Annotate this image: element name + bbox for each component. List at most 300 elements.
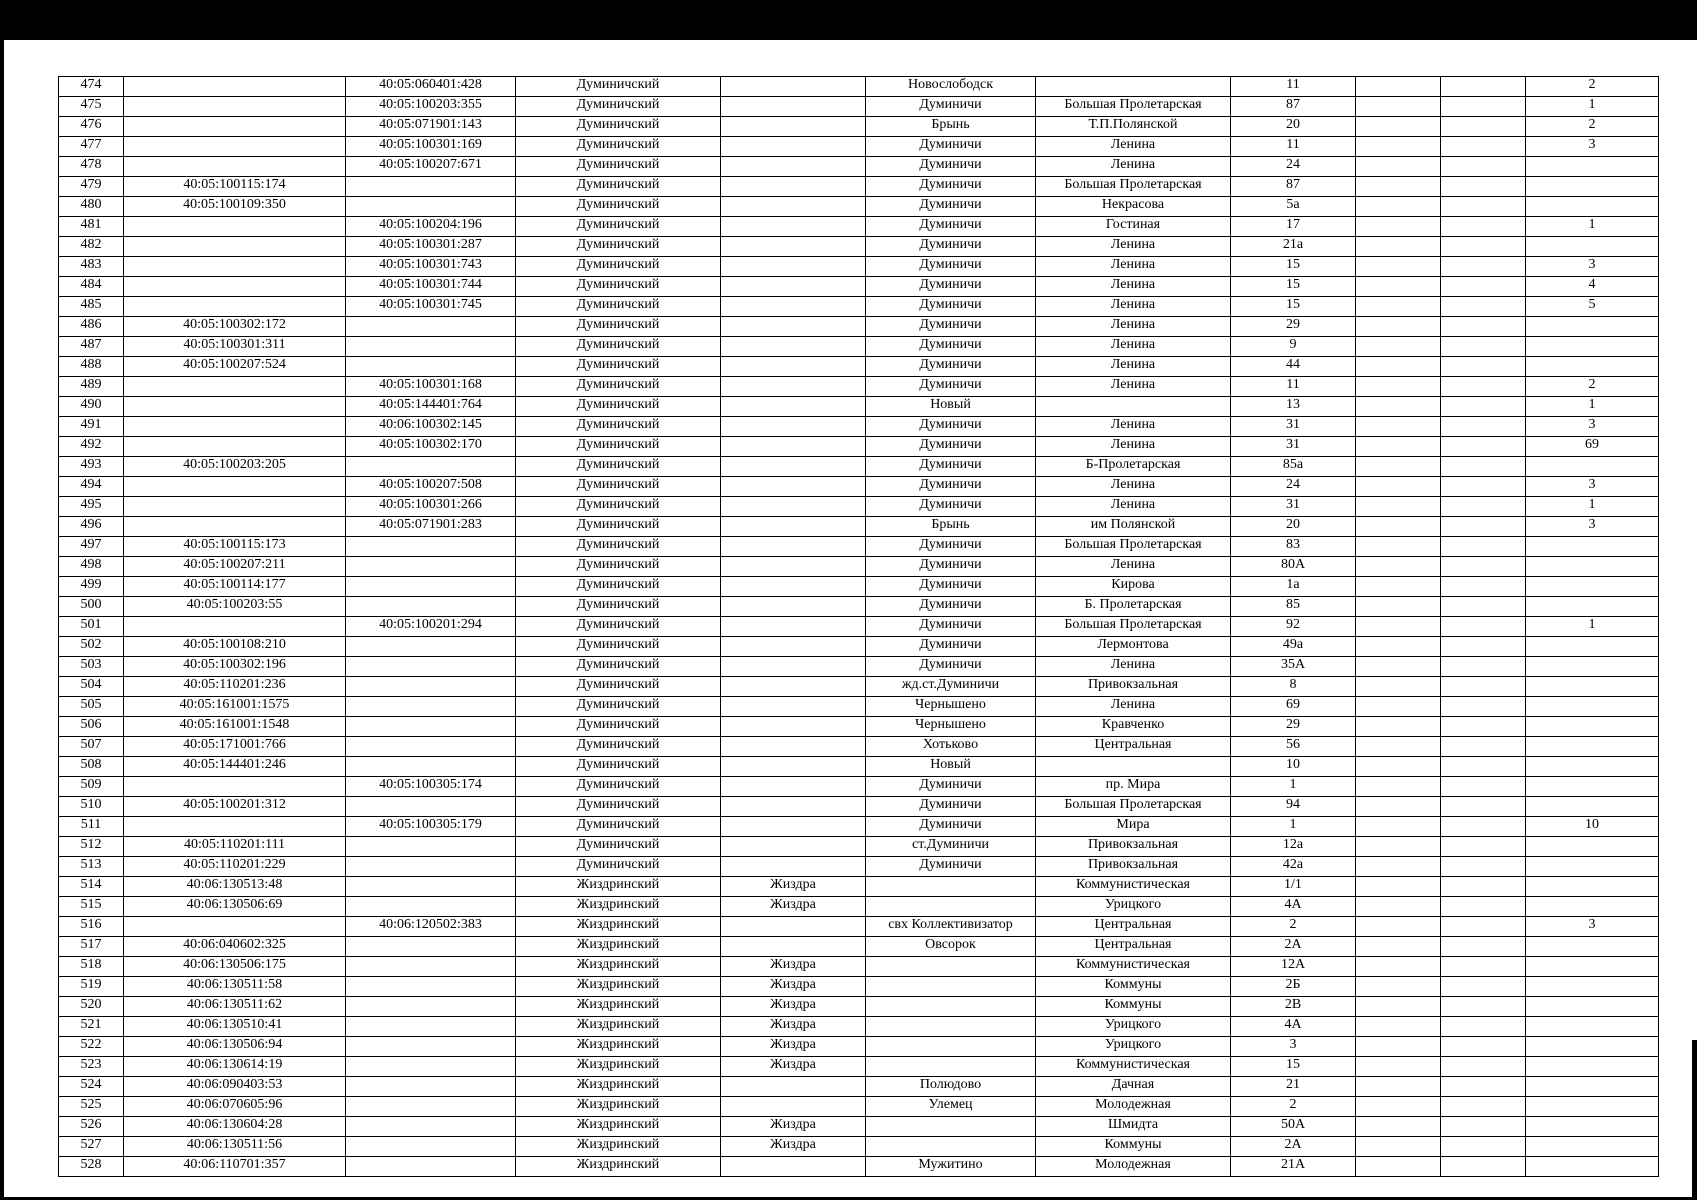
- street-cell: [1036, 757, 1231, 777]
- empty-cell: [1356, 197, 1441, 217]
- apartment-number-cell: 69: [1526, 437, 1659, 457]
- house-number-cell: 11: [1231, 77, 1356, 97]
- settlement-cell: Думиничи: [866, 497, 1036, 517]
- cadastral-number-alt-cell: [346, 1037, 516, 1057]
- settlement-cell: Думиничи: [866, 857, 1036, 877]
- empty-cell: [1356, 957, 1441, 977]
- empty-cell: [1441, 957, 1526, 977]
- row-number-cell: 478: [59, 157, 124, 177]
- empty-cell: [1441, 677, 1526, 697]
- row-number-cell: 483: [59, 257, 124, 277]
- apartment-number-cell: 3: [1526, 417, 1659, 437]
- apartment-number-cell: [1526, 857, 1659, 877]
- street-cell: Т.П.Полянской: [1036, 117, 1231, 137]
- row-number-cell: 518: [59, 957, 124, 977]
- empty-cell: [1356, 577, 1441, 597]
- cadastral-number-cell: 40:05:100108:210: [124, 637, 346, 657]
- district-cell: Думиничский: [516, 237, 721, 257]
- district-cell: Думиничский: [516, 577, 721, 597]
- table-row: [59, 657, 1659, 677]
- empty-cell: [1356, 1137, 1441, 1157]
- row-number-cell: 475: [59, 97, 124, 117]
- street-cell: Большая Пролетарская: [1036, 537, 1231, 557]
- town-cell: [721, 357, 866, 377]
- district-cell: Думиничский: [516, 817, 721, 837]
- settlement-cell: Думиничи: [866, 337, 1036, 357]
- row-number-cell: 494: [59, 477, 124, 497]
- settlement-cell: [866, 897, 1036, 917]
- table-row: [59, 1117, 1659, 1137]
- apartment-number-cell: 3: [1526, 137, 1659, 157]
- district-cell: Думиничский: [516, 297, 721, 317]
- cadastral-number-alt-cell: [346, 1017, 516, 1037]
- empty-cell: [1441, 577, 1526, 597]
- empty-cell: [1441, 517, 1526, 537]
- house-number-cell: 83: [1231, 537, 1356, 557]
- empty-cell: [1356, 377, 1441, 397]
- table-row: [59, 1077, 1659, 1097]
- street-cell: Гостиная: [1036, 217, 1231, 237]
- empty-cell: [1356, 317, 1441, 337]
- row-number-cell: 510: [59, 797, 124, 817]
- row-number-cell: 514: [59, 877, 124, 897]
- table-row: [59, 537, 1659, 557]
- district-cell: Жиздринский: [516, 1037, 721, 1057]
- table-row: [59, 877, 1659, 897]
- house-number-cell: 31: [1231, 437, 1356, 457]
- row-number-cell: 506: [59, 717, 124, 737]
- cadastral-number-cell: [124, 477, 346, 497]
- apartment-number-cell: [1526, 657, 1659, 677]
- district-cell: Жиздринский: [516, 1097, 721, 1117]
- empty-cell: [1356, 997, 1441, 1017]
- empty-cell: [1356, 1077, 1441, 1097]
- street-cell: Большая Пролетарская: [1036, 797, 1231, 817]
- empty-cell: [1441, 897, 1526, 917]
- cadastral-number-alt-cell: [346, 957, 516, 977]
- apartment-number-cell: 1: [1526, 397, 1659, 417]
- empty-cell: [1441, 397, 1526, 417]
- cadastral-number-cell: [124, 917, 346, 937]
- empty-cell: [1356, 237, 1441, 257]
- settlement-cell: Полюдово: [866, 1077, 1036, 1097]
- table-row: [59, 897, 1659, 917]
- settlement-cell: Думиничи: [866, 817, 1036, 837]
- district-cell: Жиздринский: [516, 957, 721, 977]
- row-number-cell: 491: [59, 417, 124, 437]
- apartment-number-cell: [1526, 237, 1659, 257]
- settlement-cell: Думиничи: [866, 657, 1036, 677]
- house-number-cell: 31: [1231, 417, 1356, 437]
- district-cell: Думиничский: [516, 597, 721, 617]
- empty-cell: [1356, 137, 1441, 157]
- cadastral-number-cell: [124, 157, 346, 177]
- row-number-cell: 519: [59, 977, 124, 997]
- apartment-number-cell: 10: [1526, 817, 1659, 837]
- row-number-cell: 527: [59, 1137, 124, 1157]
- row-number-cell: 504: [59, 677, 124, 697]
- district-cell: Жиздринский: [516, 897, 721, 917]
- empty-cell: [1441, 857, 1526, 877]
- house-number-cell: 24: [1231, 477, 1356, 497]
- row-number-cell: 528: [59, 1157, 124, 1177]
- table-row: [59, 717, 1659, 737]
- town-cell: [721, 157, 866, 177]
- district-cell: Думиничский: [516, 197, 721, 217]
- row-number-cell: 495: [59, 497, 124, 517]
- cadastral-number-alt-cell: 40:05:100301:743: [346, 257, 516, 277]
- town-cell: [721, 517, 866, 537]
- empty-cell: [1441, 1137, 1526, 1157]
- cadastral-number-cell: 40:06:090403:53: [124, 1077, 346, 1097]
- empty-cell: [1356, 1057, 1441, 1077]
- street-cell: Центральная: [1036, 937, 1231, 957]
- town-cell: [721, 397, 866, 417]
- settlement-cell: Думиничи: [866, 317, 1036, 337]
- table-row: [59, 137, 1659, 157]
- apartment-number-cell: 2: [1526, 77, 1659, 97]
- empty-cell: [1356, 117, 1441, 137]
- town-cell: Жиздра: [721, 957, 866, 977]
- cadastral-number-cell: 40:06:130506:175: [124, 957, 346, 977]
- district-cell: Жиздринский: [516, 997, 721, 1017]
- house-number-cell: 2В: [1231, 997, 1356, 1017]
- settlement-cell: Думиничи: [866, 177, 1036, 197]
- house-number-cell: 10: [1231, 757, 1356, 777]
- town-cell: [721, 137, 866, 157]
- table-row: [59, 697, 1659, 717]
- empty-cell: [1441, 797, 1526, 817]
- cadastral-number-alt-cell: 40:05:100301:168: [346, 377, 516, 397]
- street-cell: Большая Пролетарская: [1036, 617, 1231, 637]
- apartment-number-cell: [1526, 337, 1659, 357]
- settlement-cell: Думиничи: [866, 777, 1036, 797]
- settlement-cell: Думиничи: [866, 637, 1036, 657]
- cadastral-number-cell: 40:05:100115:174: [124, 177, 346, 197]
- empty-cell: [1356, 617, 1441, 637]
- district-cell: Жиздринский: [516, 1077, 721, 1097]
- cadastral-number-alt-cell: [346, 877, 516, 897]
- row-number-cell: 503: [59, 657, 124, 677]
- empty-cell: [1441, 1017, 1526, 1037]
- house-number-cell: 29: [1231, 717, 1356, 737]
- table-row: [59, 777, 1659, 797]
- house-number-cell: 21А: [1231, 1157, 1356, 1177]
- town-cell: [721, 97, 866, 117]
- town-cell: [721, 717, 866, 737]
- street-cell: Ленина: [1036, 137, 1231, 157]
- cadastral-number-cell: 40:05:161001:1575: [124, 697, 346, 717]
- empty-cell: [1441, 477, 1526, 497]
- settlement-cell: Думиничи: [866, 137, 1036, 157]
- town-cell: [721, 317, 866, 337]
- house-number-cell: 17: [1231, 217, 1356, 237]
- table-row: [59, 937, 1659, 957]
- empty-cell: [1356, 277, 1441, 297]
- empty-cell: [1356, 877, 1441, 897]
- street-cell: Коммунистическая: [1036, 957, 1231, 977]
- apartment-number-cell: [1526, 357, 1659, 377]
- town-cell: [721, 857, 866, 877]
- settlement-cell: Думиничи: [866, 617, 1036, 637]
- cadastral-number-alt-cell: [346, 637, 516, 657]
- cadastral-number-alt-cell: [346, 837, 516, 857]
- street-cell: Ленина: [1036, 337, 1231, 357]
- town-cell: [721, 1097, 866, 1117]
- settlement-cell: Улемец: [866, 1097, 1036, 1117]
- street-cell: Урицкого: [1036, 897, 1231, 917]
- apartment-number-cell: [1526, 977, 1659, 997]
- settlement-cell: [866, 1117, 1036, 1137]
- settlement-cell: Думиничи: [866, 557, 1036, 577]
- street-cell: Молодежная: [1036, 1157, 1231, 1177]
- town-cell: [721, 197, 866, 217]
- apartment-number-cell: 2: [1526, 377, 1659, 397]
- district-cell: Думиничский: [516, 317, 721, 337]
- town-cell: [721, 817, 866, 837]
- empty-cell: [1441, 757, 1526, 777]
- cadastral-number-cell: [124, 217, 346, 237]
- street-cell: пр. Мира: [1036, 777, 1231, 797]
- empty-cell: [1441, 917, 1526, 937]
- empty-cell: [1356, 457, 1441, 477]
- apartment-number-cell: [1526, 697, 1659, 717]
- district-cell: Думиничский: [516, 717, 721, 737]
- empty-cell: [1441, 97, 1526, 117]
- cadastral-number-alt-cell: [346, 1057, 516, 1077]
- street-cell: Ленина: [1036, 657, 1231, 677]
- scan-right-mark: [1692, 1040, 1697, 1200]
- cadastral-number-alt-cell: [346, 457, 516, 477]
- street-cell: Урицкого: [1036, 1017, 1231, 1037]
- house-number-cell: 15: [1231, 257, 1356, 277]
- town-cell: [721, 757, 866, 777]
- house-number-cell: 2: [1231, 917, 1356, 937]
- empty-cell: [1441, 697, 1526, 717]
- settlement-cell: Думиничи: [866, 277, 1036, 297]
- table-row: [59, 837, 1659, 857]
- empty-cell: [1356, 257, 1441, 277]
- empty-cell: [1356, 297, 1441, 317]
- district-cell: Думиничский: [516, 697, 721, 717]
- cadastral-number-alt-cell: [346, 997, 516, 1017]
- settlement-cell: [866, 1017, 1036, 1037]
- empty-cell: [1441, 437, 1526, 457]
- table-row: [59, 357, 1659, 377]
- cadastral-number-cell: 40:05:100203:55: [124, 597, 346, 617]
- row-number-cell: 522: [59, 1037, 124, 1057]
- apartment-number-cell: [1526, 1157, 1659, 1177]
- house-number-cell: 8: [1231, 677, 1356, 697]
- empty-cell: [1441, 77, 1526, 97]
- table-row: [59, 417, 1659, 437]
- street-cell: [1036, 397, 1231, 417]
- row-number-cell: 512: [59, 837, 124, 857]
- town-cell: [721, 557, 866, 577]
- cadastral-number-cell: 40:06:130614:19: [124, 1057, 346, 1077]
- empty-cell: [1441, 837, 1526, 857]
- empty-cell: [1441, 1057, 1526, 1077]
- house-number-cell: 2А: [1231, 937, 1356, 957]
- apartment-number-cell: 2: [1526, 117, 1659, 137]
- district-cell: Думиничский: [516, 477, 721, 497]
- empty-cell: [1441, 1097, 1526, 1117]
- cadastral-number-alt-cell: 40:05:100305:179: [346, 817, 516, 837]
- street-cell: Большая Пролетарская: [1036, 97, 1231, 117]
- settlement-cell: Думиничи: [866, 237, 1036, 257]
- town-cell: [721, 777, 866, 797]
- row-number-cell: 511: [59, 817, 124, 837]
- town-cell: [721, 617, 866, 637]
- district-cell: Жиздринский: [516, 1137, 721, 1157]
- table-row: [59, 437, 1659, 457]
- district-cell: Думиничский: [516, 97, 721, 117]
- empty-cell: [1356, 937, 1441, 957]
- apartment-number-cell: [1526, 597, 1659, 617]
- house-number-cell: 2А: [1231, 1137, 1356, 1157]
- cadastral-number-alt-cell: [346, 1137, 516, 1157]
- cadastral-number-cell: 40:05:100114:177: [124, 577, 346, 597]
- town-cell: [721, 797, 866, 817]
- settlement-cell: [866, 877, 1036, 897]
- cadastral-number-cell: 40:05:100207:211: [124, 557, 346, 577]
- settlement-cell: [866, 957, 1036, 977]
- town-cell: [721, 297, 866, 317]
- table-row: [59, 957, 1659, 977]
- cadastral-number-cell: 40:06:040602:325: [124, 937, 346, 957]
- street-cell: Ленина: [1036, 477, 1231, 497]
- cadastral-number-cell: [124, 77, 346, 97]
- cadastral-number-alt-cell: 40:05:100302:170: [346, 437, 516, 457]
- empty-cell: [1441, 197, 1526, 217]
- house-number-cell: 31: [1231, 497, 1356, 517]
- house-number-cell: 80А: [1231, 557, 1356, 577]
- cadastral-number-alt-cell: 40:05:100301:745: [346, 297, 516, 317]
- house-number-cell: 92: [1231, 617, 1356, 637]
- table-row: [59, 997, 1659, 1017]
- table-row: [59, 77, 1659, 97]
- house-number-cell: 13: [1231, 397, 1356, 417]
- district-cell: Думиничский: [516, 737, 721, 757]
- cadastral-number-cell: 40:06:130604:28: [124, 1117, 346, 1137]
- empty-cell: [1356, 157, 1441, 177]
- district-cell: Думиничский: [516, 637, 721, 657]
- street-cell: Ленина: [1036, 377, 1231, 397]
- row-number-cell: 508: [59, 757, 124, 777]
- street-cell: Ленина: [1036, 237, 1231, 257]
- apartment-number-cell: [1526, 317, 1659, 337]
- cadastral-number-alt-cell: 40:05:100305:174: [346, 777, 516, 797]
- house-number-cell: 15: [1231, 277, 1356, 297]
- street-cell: им Полянской: [1036, 517, 1231, 537]
- house-number-cell: 44: [1231, 357, 1356, 377]
- street-cell: Центральная: [1036, 917, 1231, 937]
- apartment-number-cell: 3: [1526, 917, 1659, 937]
- apartment-number-cell: [1526, 837, 1659, 857]
- table-row: [59, 1097, 1659, 1117]
- house-number-cell: 3: [1231, 1037, 1356, 1057]
- empty-cell: [1441, 1157, 1526, 1177]
- cadastral-number-cell: 40:06:130506:94: [124, 1037, 346, 1057]
- street-cell: Б-Пролетарская: [1036, 457, 1231, 477]
- house-number-cell: 12а: [1231, 837, 1356, 857]
- town-cell: [721, 117, 866, 137]
- empty-cell: [1356, 657, 1441, 677]
- empty-cell: [1356, 397, 1441, 417]
- settlement-cell: Думиничи: [866, 457, 1036, 477]
- house-number-cell: 2Б: [1231, 977, 1356, 997]
- apartment-number-cell: [1526, 897, 1659, 917]
- district-cell: Думиничский: [516, 557, 721, 577]
- cadastral-number-alt-cell: [346, 317, 516, 337]
- empty-cell: [1356, 637, 1441, 657]
- cadastral-number-cell: [124, 417, 346, 437]
- empty-cell: [1441, 817, 1526, 837]
- cadastral-number-cell: 40:06:110701:357: [124, 1157, 346, 1177]
- apartment-number-cell: [1526, 1097, 1659, 1117]
- house-number-cell: 11: [1231, 377, 1356, 397]
- district-cell: Думиничский: [516, 537, 721, 557]
- town-cell: [721, 1157, 866, 1177]
- table-row: [59, 497, 1659, 517]
- empty-cell: [1356, 677, 1441, 697]
- cadastral-number-alt-cell: 40:06:100302:145: [346, 417, 516, 437]
- street-cell: Урицкого: [1036, 1037, 1231, 1057]
- district-cell: Думиничский: [516, 437, 721, 457]
- district-cell: Думиничский: [516, 657, 721, 677]
- apartment-number-cell: [1526, 737, 1659, 757]
- district-cell: Думиничский: [516, 137, 721, 157]
- row-number-cell: 523: [59, 1057, 124, 1077]
- apartment-number-cell: [1526, 537, 1659, 557]
- cadastral-number-cell: 40:06:130511:62: [124, 997, 346, 1017]
- cadastral-number-alt-cell: [346, 557, 516, 577]
- district-cell: Жиздринский: [516, 1017, 721, 1037]
- empty-cell: [1356, 697, 1441, 717]
- town-cell: [721, 477, 866, 497]
- house-number-cell: 21: [1231, 1077, 1356, 1097]
- empty-cell: [1356, 777, 1441, 797]
- house-number-cell: 15: [1231, 297, 1356, 317]
- cadastral-number-alt-cell: [346, 1157, 516, 1177]
- cadastral-number-cell: [124, 397, 346, 417]
- settlement-cell: Думиничи: [866, 197, 1036, 217]
- empty-cell: [1356, 177, 1441, 197]
- scan-left-border: [0, 40, 4, 1200]
- street-cell: Коммуны: [1036, 997, 1231, 1017]
- empty-cell: [1356, 1097, 1441, 1117]
- town-cell: [721, 497, 866, 517]
- table-row: [59, 1017, 1659, 1037]
- empty-cell: [1356, 477, 1441, 497]
- apartment-number-cell: 1: [1526, 97, 1659, 117]
- settlement-cell: Думиничи: [866, 257, 1036, 277]
- town-cell: [721, 697, 866, 717]
- house-number-cell: 94: [1231, 797, 1356, 817]
- apartment-number-cell: [1526, 177, 1659, 197]
- apartment-number-cell: [1526, 1117, 1659, 1137]
- house-number-cell: 12А: [1231, 957, 1356, 977]
- district-cell: Думиничский: [516, 397, 721, 417]
- table-row: [59, 317, 1659, 337]
- cadastral-number-alt-cell: [346, 357, 516, 377]
- apartment-number-cell: [1526, 157, 1659, 177]
- settlement-cell: [866, 997, 1036, 1017]
- house-number-cell: 5а: [1231, 197, 1356, 217]
- district-cell: Думиничский: [516, 117, 721, 137]
- cadastral-number-alt-cell: [346, 177, 516, 197]
- empty-cell: [1356, 597, 1441, 617]
